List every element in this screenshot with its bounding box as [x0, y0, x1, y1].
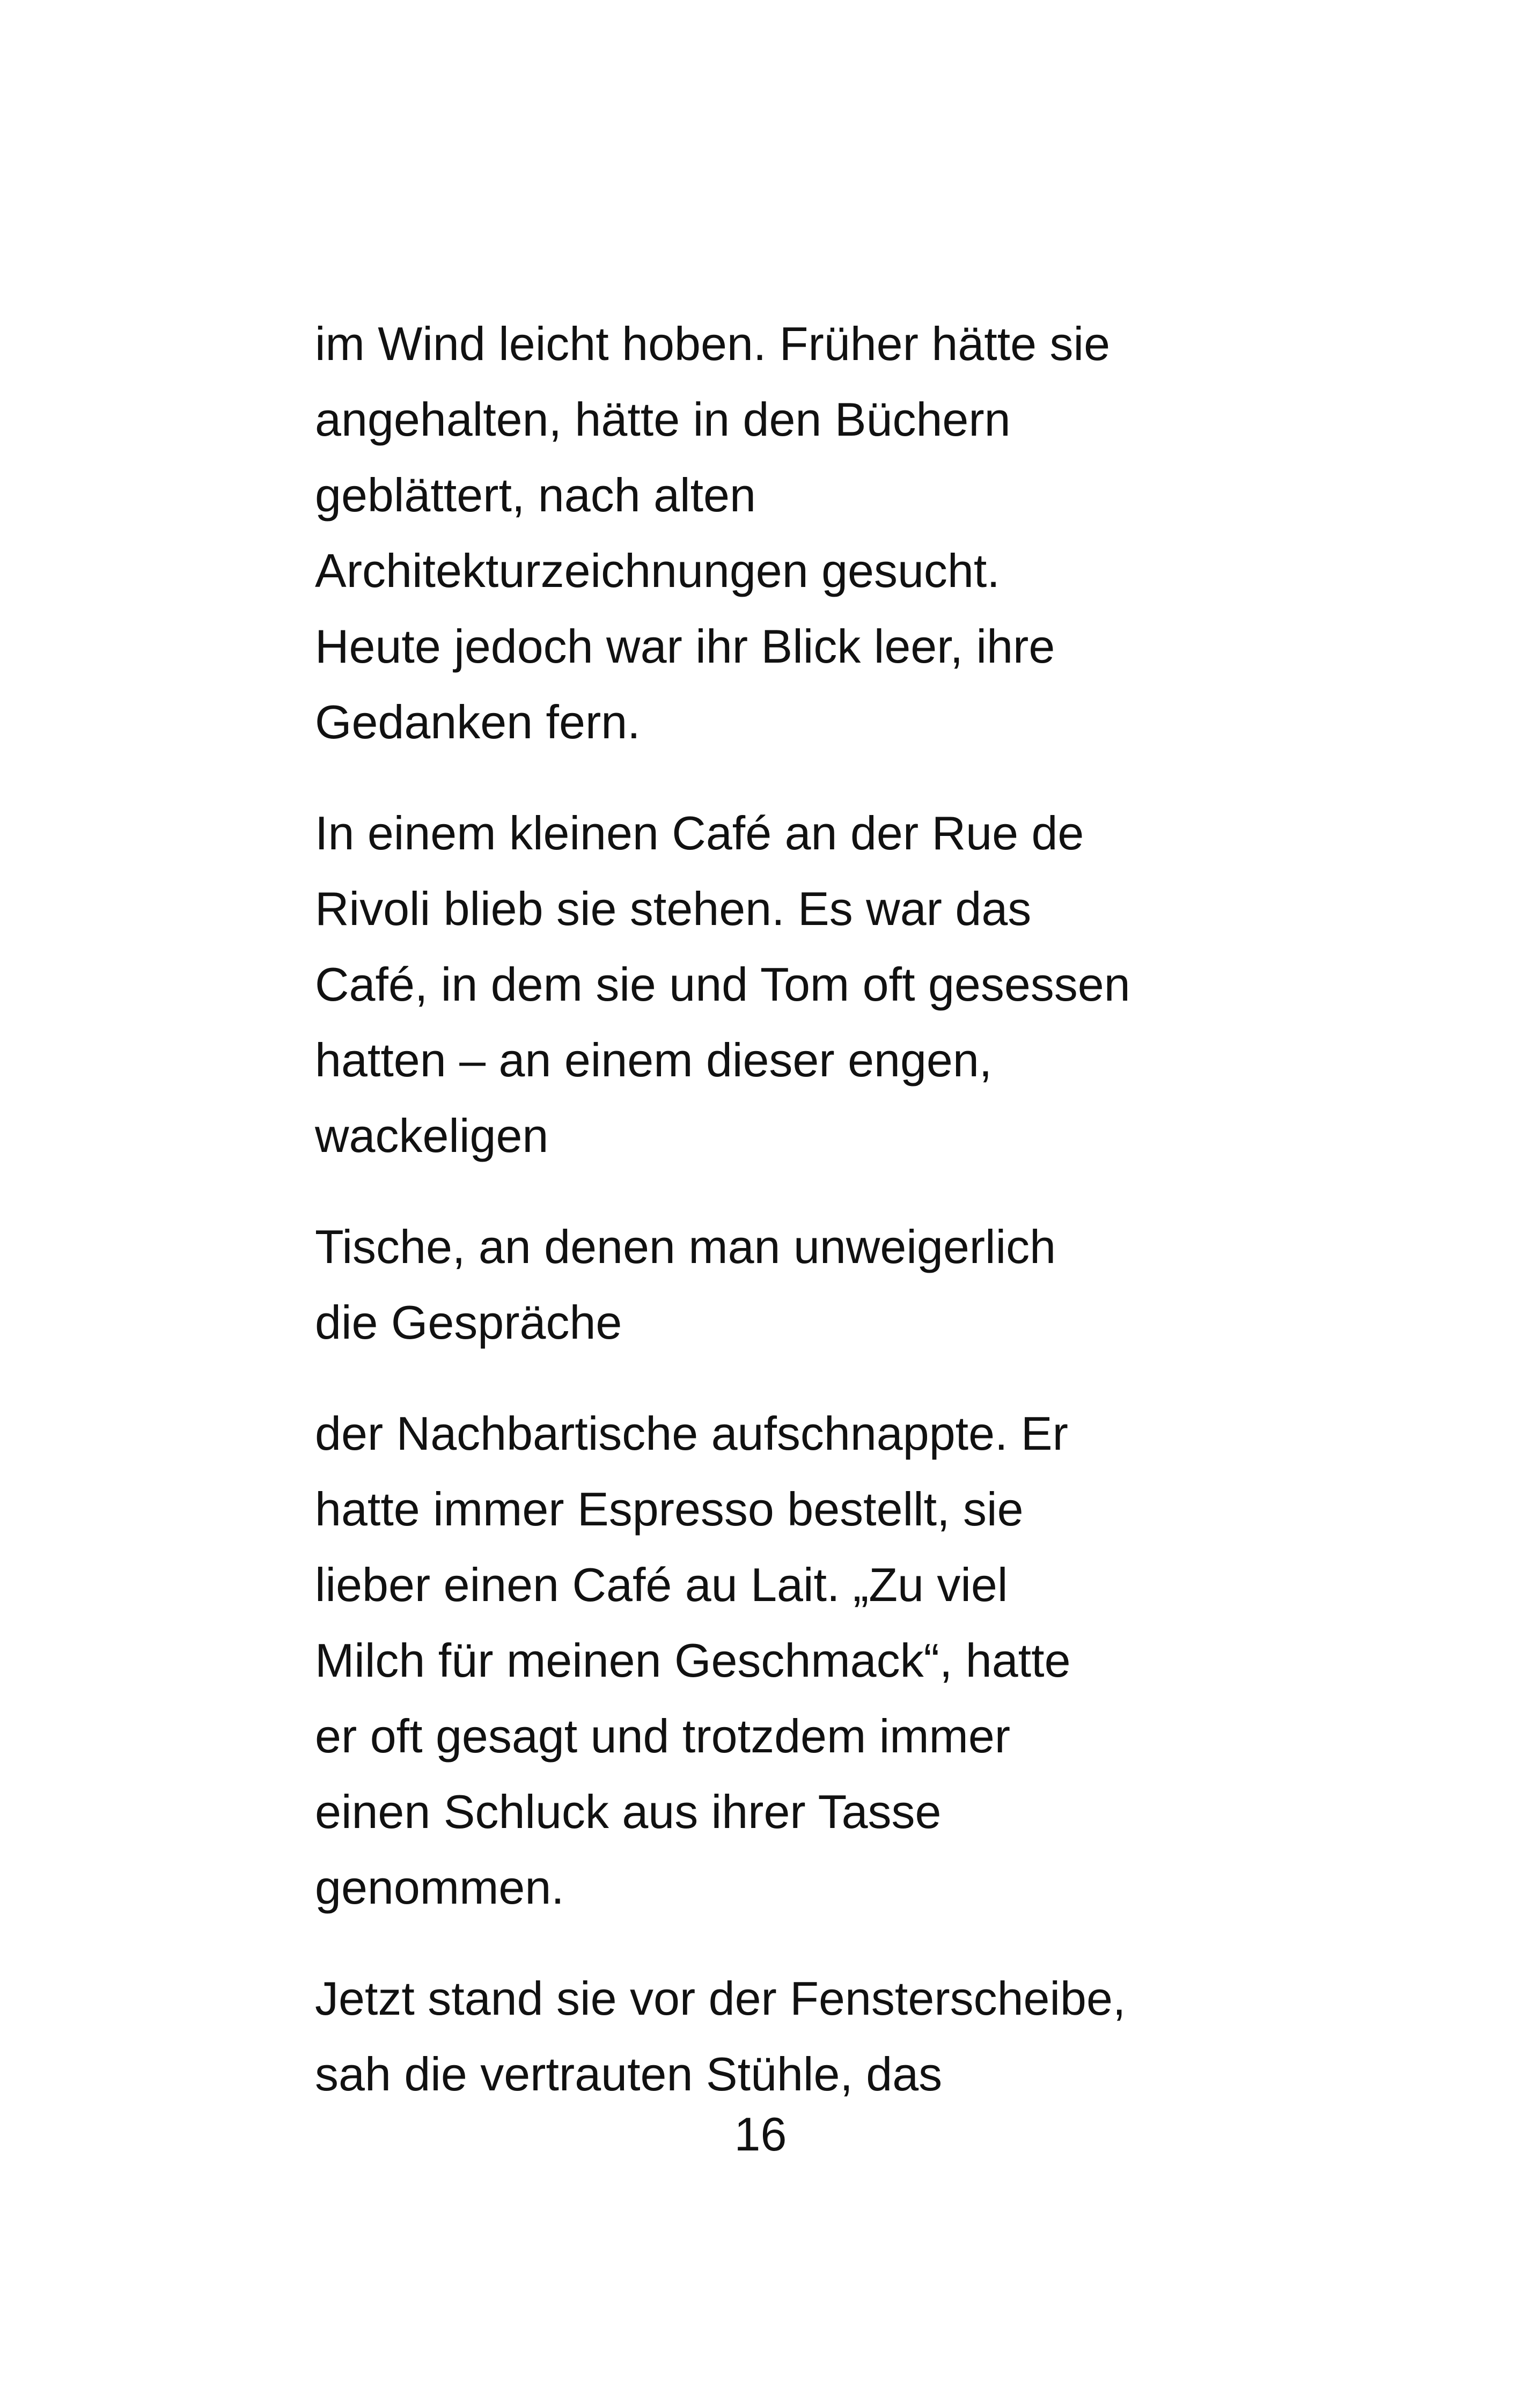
- paragraph-2: In einem kleinen Café an der Rue de Rivoli blieb sie stehen. Es war das Café, in dem sie und Tom oft gesessen hatten – an einem dieser engen, wackeligen: [315, 806, 1130, 1162]
- paragraph-4: der Nachbartische aufschnappte. Er hatte immer Espresso bestellt, sie lieber einen Café au Lait. „Zu viel Milch für meinen Geschmack“, hatte er oft gesagt und trotzdem immer einen Schluck aus ihrer Tasse genommen.: [315, 1407, 1071, 1914]
- paragraph-5: Jetzt stand sie vor der Fensterscheibe, sah die vertrauten Stühle, das: [315, 1972, 1126, 2101]
- paragraph-1: im Wind leicht hoben. Früher hätte sie angehalten, hätte in den Büchern geblättert, nach alten Architekturzeichnungen gesucht. Heute jedoch war ihr Blick leer, ihre Gedanken fern.: [315, 317, 1111, 748]
- paragraph-3: Tische, an denen man unweigerlich die Gespräche: [315, 1220, 1056, 1349]
- page-number: 16: [734, 2108, 787, 2161]
- body-text: [315, 306, 1227, 2147]
